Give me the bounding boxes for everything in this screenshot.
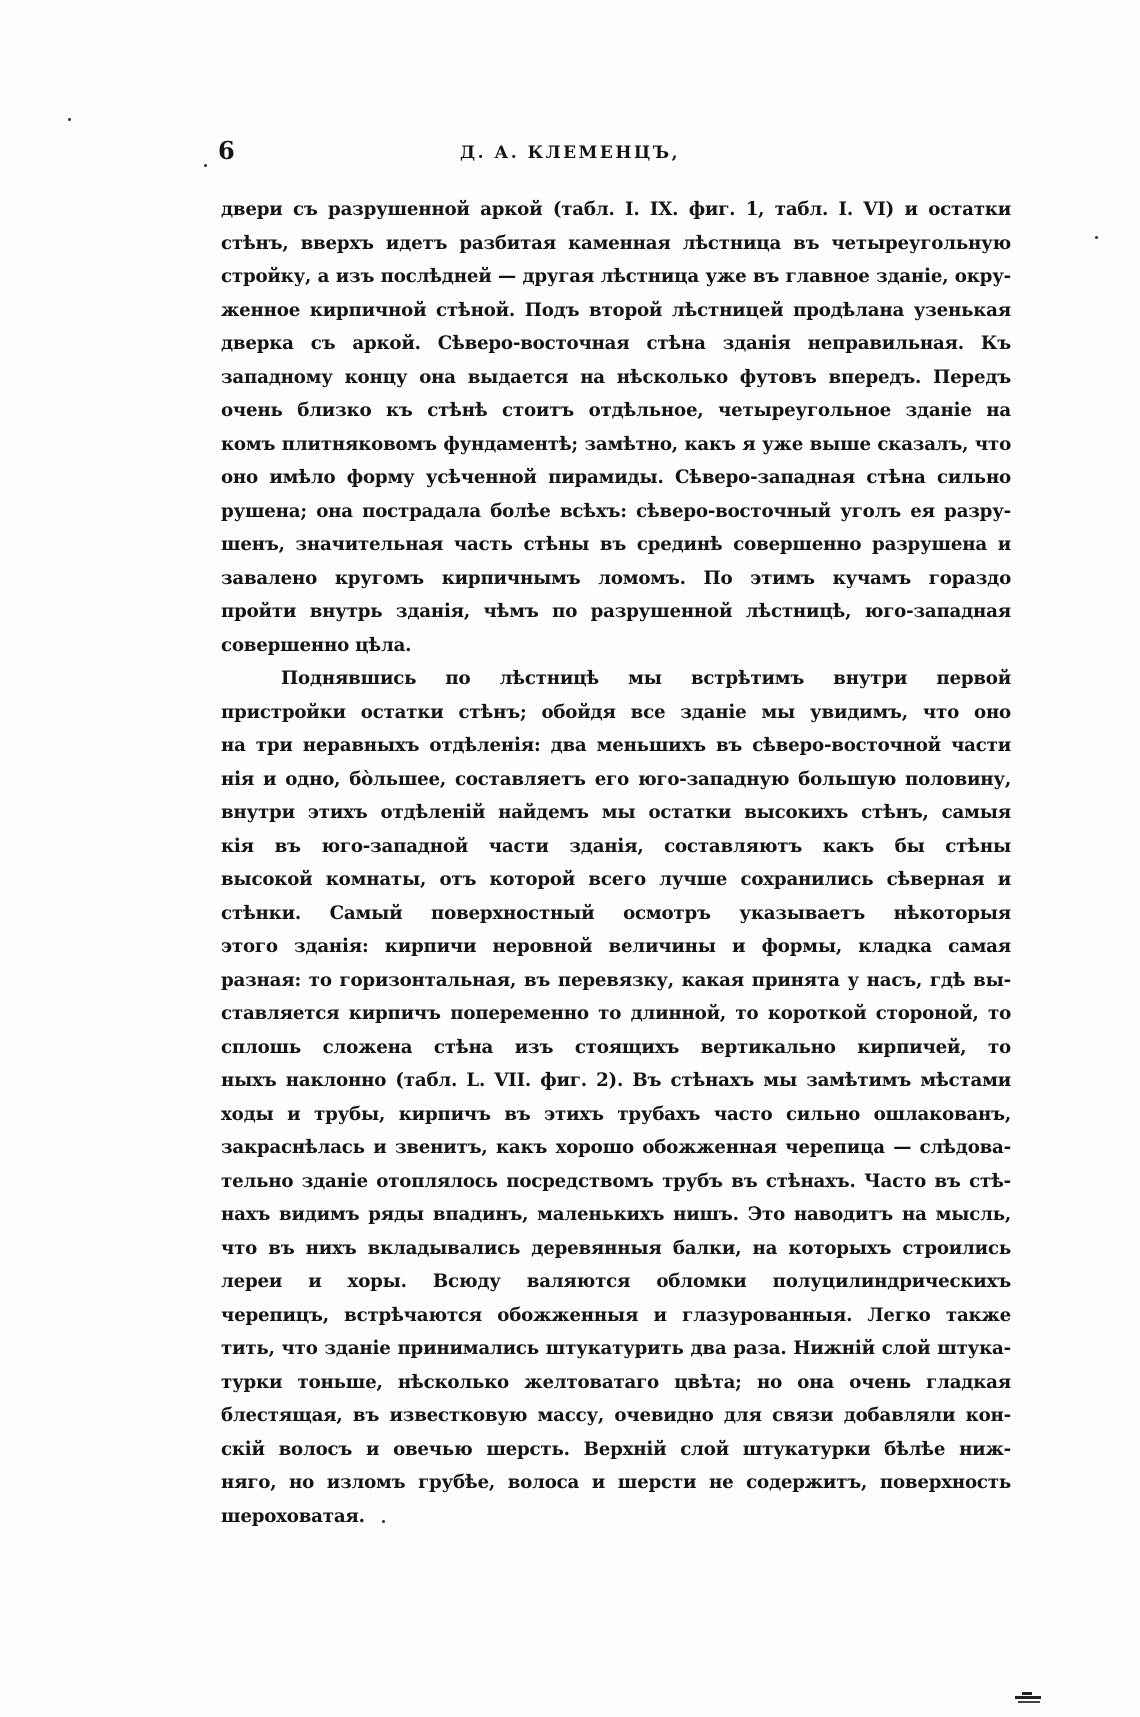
text-line: западному концу она выдается на нѣсколько футовъ впередъ. Передъ <box>221 366 1011 388</box>
text-line: няго, но изломъ грубѣе, волоса и шерсти не содержитъ, поверхность <box>221 1472 1011 1493</box>
text-line: нія и одно, бо̀льшее, составляетъ его юго-западную большую половину, <box>221 768 1011 790</box>
text-line: пройти внутрь зданія, чѣмъ по разрушенной лѣстницѣ, юго-западная <box>221 601 1011 622</box>
text-line: тельно зданіе отоплялось посредствомъ трубъ въ стѣнахъ. Часто въ стѣ- <box>221 1170 1011 1192</box>
text-line: стройку, а изъ послѣдней — другая лѣстница уже въ главное зданіе, окру- <box>221 266 1011 287</box>
text-line: ходы и трубы, кирпичъ въ этихъ трубахъ часто сильно ошлакованъ, <box>221 1103 1011 1125</box>
text-line: дверка съ аркой. Сѣверо-восточная стѣна зданія неправильная. Къ <box>221 333 1011 354</box>
printer-mark-icon <box>1014 1689 1044 1705</box>
text-line: оно имѣло форму усѣченной пирамиды. Сѣверо-западная стѣна сильно <box>221 467 1011 488</box>
text-line: высокой комнаты, отъ которой всего лучше сохранились сѣверная и <box>221 869 1011 890</box>
text-line: лереи и хоры. Всюду валяются обломки полуцилиндрическихъ <box>221 1271 1011 1292</box>
text-line: рушена; она пострадала болѣе всѣхъ: сѣверо-восточный уголъ ея разру- <box>221 500 1011 522</box>
paragraph-1 <box>221 193 1011 662</box>
text-line: совершенно цѣла. <box>221 634 412 656</box>
text-line: стѣнъ, вверхъ идетъ разбитая каменная лѣстница въ четыреугольную <box>221 232 1011 254</box>
scan-speck <box>204 164 207 167</box>
text-line: двери съ разрушенной аркой (табл. I. IX. фиг. 1, табл. I. VI) и остатки <box>221 199 1011 220</box>
text-line: Поднявшись по лѣстницѣ мы встрѣтимъ внутри первой <box>281 668 1011 689</box>
text-line: на три неравныхъ отдѣленія: два меньшихъ въ сѣверо-восточной части <box>221 735 1011 756</box>
text-line: сплошь сложена стѣна изъ стоящихъ вертикально кирпичей, то <box>221 1036 1011 1058</box>
text-line: шенъ, значительная часть стѣны въ срединѣ совершенно разрушена и <box>221 534 1011 555</box>
text-line: блестящая, въ известковую массу, очевидно для связи добавляли кон- <box>221 1405 1011 1426</box>
body-text <box>221 193 1011 1533</box>
scan-speck <box>68 118 71 121</box>
running-head: Д. А. КЛЕМЕНЦЪ, <box>459 143 681 163</box>
text-line: турки тоньше, нѣсколько желтоватаго цвѣта; но она очень гладкая <box>221 1371 1011 1393</box>
text-line: ставляется кирпичъ попеременно то длинной, то короткой стороной, то <box>221 1003 1011 1024</box>
text-line: скій волосъ и овечью шерсть. Верхній слой штукатурки бѣлѣе ниж- <box>221 1438 1011 1460</box>
scan-speck <box>1095 236 1098 239</box>
text-line: разная: то горизонтальная, въ перевязку, какая принята у насъ, гдѣ вы- <box>221 969 1011 991</box>
text-line: шероховатая. <box>221 1505 365 1527</box>
text-line: завалено кругомъ кирпичнымъ ломомъ. По этимъ кучамъ гораздо <box>221 567 1011 589</box>
text-line: нахъ видимъ ряды впадинъ, маленькихъ нишъ. Это наводитъ на мысль, <box>221 1204 1011 1225</box>
text-line: женное кирпичной стѣной. Подъ второй лѣстницей продѣлана узенькая <box>221 299 1011 321</box>
text-line: внутри этихъ отдѣленій найдемъ мы остатки высокихъ стѣнъ, самыя <box>221 802 1011 823</box>
text-line: что въ нихъ вкладывались деревянныя балки, на которыхъ строились <box>221 1237 1011 1259</box>
text-line: комъ плитняковомъ фундаментѣ; замѣтно, какъ я уже выше сказалъ, что <box>221 433 1011 455</box>
text-line: черепицъ, встрѣчаются обожженныя и глазурованныя. Легко также <box>221 1304 1011 1326</box>
page-number: 6 <box>218 136 235 165</box>
text-line: ныхъ наклонно (табл. L. VII. фиг. 2). Въ стѣнахъ мы замѣтимъ мѣстами <box>221 1070 1011 1091</box>
text-line: этого зданія: кирпичи неровной величины и формы, кладка самая <box>221 936 1011 957</box>
text-line: закраснѣлась и звенитъ, какъ хорошо обожженная черепица — слѣдова- <box>221 1137 1011 1158</box>
scan-speck <box>382 1520 385 1523</box>
text-line: очень близко къ стѣнѣ стоитъ отдѣльное, четыреугольное зданіе на <box>221 400 1011 421</box>
text-line: кія въ юго-западной части зданія, составляютъ какъ бы стѣны <box>221 835 1011 857</box>
text-line: тить, что зданіе принимались штукатурить два раза. Нижній слой штука- <box>221 1338 1011 1359</box>
paragraph-2 <box>221 662 1011 1533</box>
text-line: пристройки остатки стѣнъ; обойдя все зданіе мы увидимъ, что оно <box>221 701 1011 723</box>
text-line: стѣнки. Самый поверхностный осмотръ указываетъ нѣкоторыя <box>221 902 1011 924</box>
